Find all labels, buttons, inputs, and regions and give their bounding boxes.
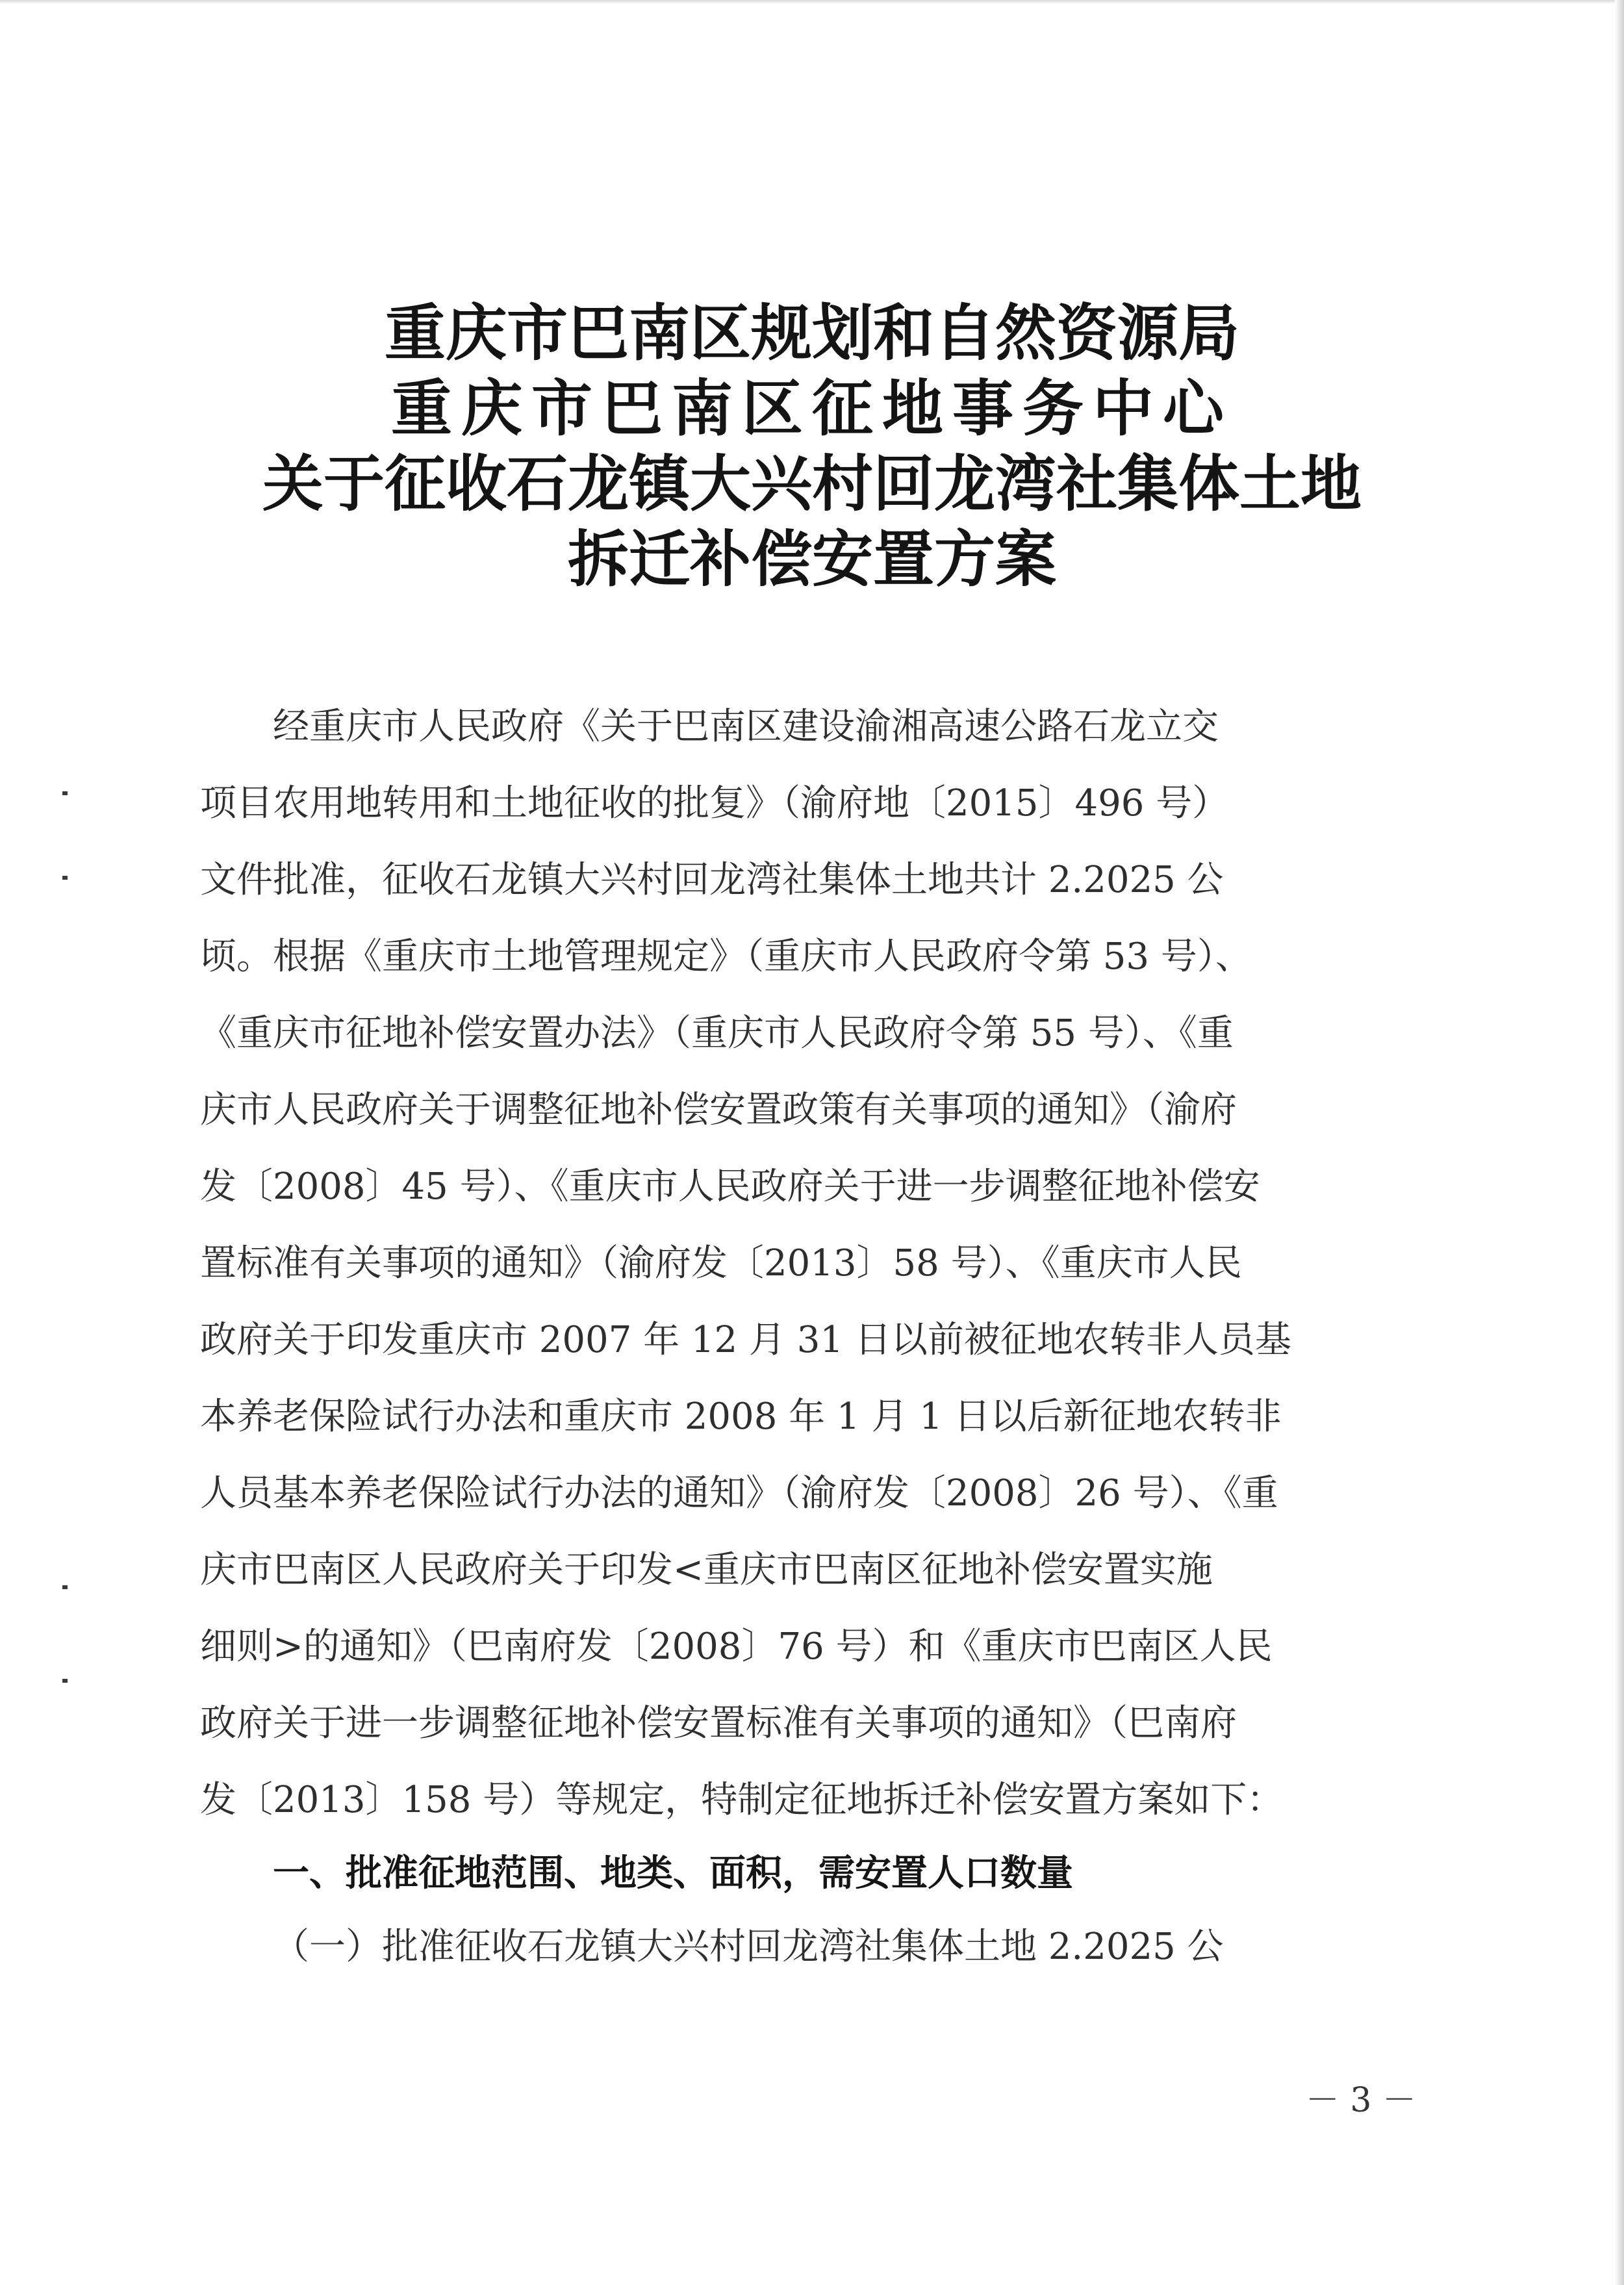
binding-hole-mark <box>62 876 68 880</box>
document-body <box>200 689 1408 1985</box>
body-line: 顷。根据《重庆市土地管理规定》（重庆市人民政府令第 53 号）、 <box>200 936 1252 978</box>
title-line-4: 拆迁补偿安置方案 <box>567 524 1056 595</box>
body-line: 置标准有关事项的通知》（渝府发〔2013〕58 号）、《重庆市人民 <box>200 1242 1242 1284</box>
subsection-line: （一）批准征收石龙镇大兴村回龙湾社集体土地 2.2025 公 <box>273 1926 1224 1968</box>
body-line: 《重庆市征地补偿安置办法》（重庆市人民政府令第 55 号）、《重 <box>200 1012 1234 1054</box>
binding-hole-mark <box>62 1585 68 1589</box>
body-line: 经重庆市人民政府《关于巴南区建设渝湘高速公路石龙立交 <box>273 706 1219 748</box>
document-title <box>0 296 1624 597</box>
title-line-1: 重庆市巴南区规划和自然资源局 <box>384 298 1239 369</box>
body-line: 政府关于进一步调整征地补偿安置标准有关事项的通知》（巴南府 <box>200 1702 1237 1744</box>
body-line: 庆市巴南区人民政府关于印发<重庆市巴南区征地补偿安置实施 <box>200 1549 1213 1591</box>
scan-edge-top <box>0 0 1624 4</box>
body-line: 庆市人民政府关于调整征地补偿安置政策有关事项的通知》（渝府 <box>200 1089 1237 1131</box>
binding-hole-mark <box>62 791 68 795</box>
body-line: 政府关于印发重庆市 2007 年 12 月 31 日以前被征地农转非人员基 <box>200 1319 1291 1361</box>
body-line: 文件批准，征收石龙镇大兴村回龙湾社集体土地共计 2.2025 公 <box>200 859 1224 901</box>
page-number: － 3 － <box>1305 2081 1416 2120</box>
title-line-2: 重庆市巴南区征地事务中心 <box>390 373 1233 444</box>
body-line: 细则>的通知》（巴南府发〔2008〕76 号）和《重庆市巴南区人民 <box>200 1626 1273 1668</box>
body-line: 项目农用地转用和土地征收的批复》（渝府地〔2015〕496 号） <box>200 782 1229 824</box>
section-heading: 一、批准征地范围、地类、面积，需安置人口数量 <box>273 1852 1073 1895</box>
body-line: 发〔2013〕158 号）等规定，特制定征地拆迁补偿安置方案如下： <box>200 1779 1284 1821</box>
binding-hole-mark <box>62 1679 68 1683</box>
title-line-3: 关于征收石龙镇大兴村回龙湾社集体土地 <box>262 448 1362 520</box>
body-line: 发〔2008〕45 号）、《重庆市人民政府关于进一步调整征地补偿安 <box>200 1166 1260 1208</box>
body-line: 本养老保险试行办法和重庆市 2008 年 1 月 1 日以后新征地农转非 <box>200 1396 1282 1438</box>
body-line: 人员基本养老保险试行办法的通知》（渝府发〔2008〕26 号）、《重 <box>200 1472 1278 1514</box>
